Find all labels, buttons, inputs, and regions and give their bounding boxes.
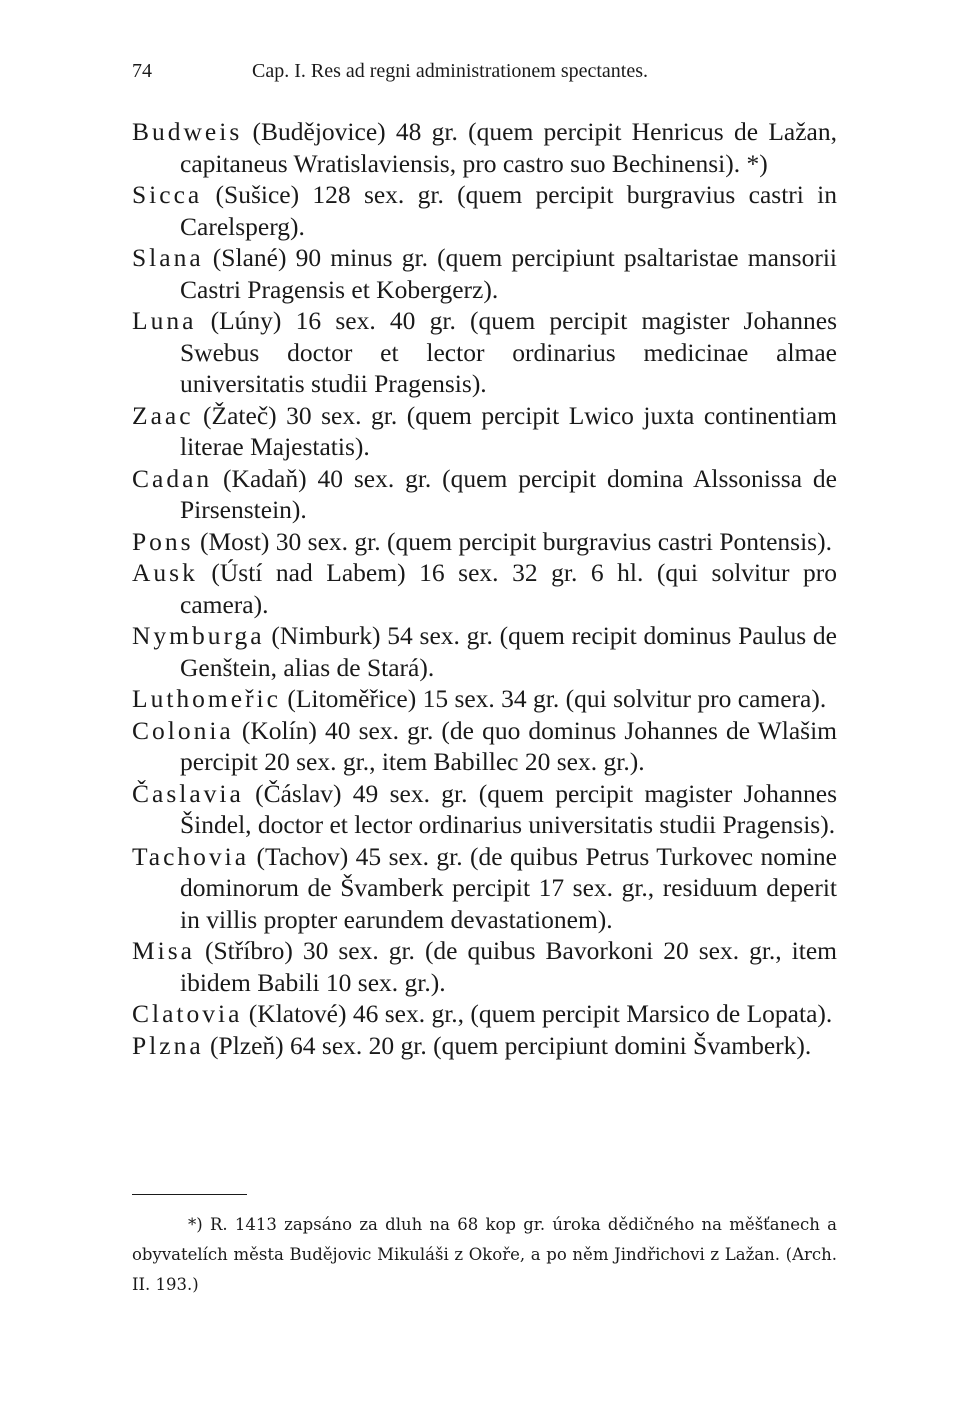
entry-text: (Litoměřice) 15 sex. 34 gr. (qui solvitur pro camera). bbox=[280, 684, 827, 713]
entry-luna bbox=[132, 305, 837, 400]
entry-ausk bbox=[132, 557, 837, 620]
place-name: Ausk bbox=[132, 558, 198, 587]
entry-text: (Nimburk) 54 sex. gr. (quem recipit dominus Paulus de Genštein, alias de Stará). bbox=[180, 621, 837, 682]
place-name: Tachovia bbox=[132, 841, 250, 871]
entry-budweis bbox=[132, 116, 837, 179]
entry-text: (Slané) 90 minus gr. (quem percipiunt psaltaristae mansorii Castri Pragensis et Kobergerz). bbox=[180, 243, 837, 304]
entry-text: (Budějovice) 48 gr. (quem percipit Henricus de Lažan, capitaneus Wratislaviensis, pro castro suo Bechinensi). *) bbox=[180, 117, 837, 178]
footnote-divider bbox=[132, 1194, 247, 1195]
entry-text: (Plzeň) 64 sex. 20 gr. (quem percipiunt domini Švamberk). bbox=[203, 1030, 812, 1060]
place-name: Časlavia bbox=[132, 778, 244, 808]
entry-plzna bbox=[132, 1030, 837, 1062]
page-header bbox=[132, 60, 837, 90]
place-name: Zaac bbox=[132, 400, 194, 430]
entry-cadan bbox=[132, 463, 837, 526]
place-name: Sicca bbox=[132, 180, 203, 209]
entry-pons bbox=[132, 526, 837, 558]
entry-nymburga bbox=[132, 620, 837, 683]
entry-text: (Klatové) 46 sex. gr., (quem percipit Marsico de Lopata). bbox=[242, 999, 833, 1028]
entry-luthomeric bbox=[132, 683, 837, 715]
place-name: Budweis bbox=[132, 117, 243, 146]
place-name: Slana bbox=[132, 243, 204, 272]
entry-caslavia bbox=[132, 778, 837, 841]
entry-colonia bbox=[132, 715, 837, 778]
entry-text: (Žateč) 30 sex. gr. (quem percipit Lwico juxta continentiam literae Majestatis). bbox=[180, 400, 837, 461]
entry-clatovia bbox=[132, 998, 837, 1030]
entry-text: (Ústí nad Labem) 16 sex. 32 gr. 6 hl. (qui solvitur pro camera). bbox=[180, 558, 837, 619]
place-name: Misa bbox=[132, 936, 195, 965]
place-name: Clatovia bbox=[132, 999, 243, 1028]
entry-sicca bbox=[132, 179, 837, 242]
entry-text: (Kadaň) 40 sex. gr. (quem percipit domina Alssonissa de Pirsenstein). bbox=[180, 463, 837, 524]
entry-zaac bbox=[132, 400, 837, 463]
entry-tachovia bbox=[132, 841, 837, 936]
place-name: Cadan bbox=[132, 463, 213, 493]
entry-text: (Tachov) 45 sex. gr. (de quibus Petrus Turkovec nomine dominorum de Švamberk percipit 17 sex. gr., residuum deperit in villis propter earundem devastationem). bbox=[180, 841, 837, 934]
entry-text: (Sušice) 128 sex. gr. (quem percipit burgravius castri in Carelsperg). bbox=[180, 180, 837, 241]
place-name: Luna bbox=[132, 306, 197, 335]
entry-misa bbox=[132, 935, 837, 998]
entry-text: (Kolín) 40 sex. gr. (de quo dominus Johannes de Wlašim percipit 20 sex. gr., item Babillec 20 sex. gr.). bbox=[180, 715, 837, 776]
place-name: Luthomeřic bbox=[132, 684, 281, 713]
page-number: 74 bbox=[132, 60, 152, 82]
footnote: *) R. 1413 zapsáno za dluh na 68 kop gr. úroka dědičného na měšťanech a obyvatelích města Budějovic Mikuláši z Okoře, a po něm Jindřichovi z Lažan. (Arch. II. 193.) bbox=[132, 1215, 837, 1294]
entry-text: (Lúny) 16 sex. 40 gr. (quem percipit magister Johannes Swebus doctor et lector ordinarius medicinae almae universitatis studii Pragensis). bbox=[180, 306, 837, 398]
place-name: Colonia bbox=[132, 715, 234, 745]
entry-slana bbox=[132, 242, 837, 305]
entry-text: (Čáslav) 49 sex. gr. (quem percipit magister Johannes Šindel, doctor et lector ordinarius universitatis studii Pragensis). bbox=[180, 778, 837, 839]
place-name: Nymburga bbox=[132, 621, 265, 650]
running-head: Cap. I. Res ad regni administrationem spectantes. bbox=[252, 60, 649, 82]
entry-text: (Stříbro) 30 sex. gr. (de quibus Bavorkoni 20 sex. gr., item ibidem Babili 10 sex. gr.). bbox=[180, 936, 837, 997]
entry-text: (Most) 30 sex. gr. (quem percipit burgravius castri Pontensis). bbox=[193, 526, 832, 556]
entry-list bbox=[132, 116, 837, 1061]
place-name: Pons bbox=[132, 526, 194, 556]
place-name: Plzna bbox=[132, 1030, 204, 1060]
